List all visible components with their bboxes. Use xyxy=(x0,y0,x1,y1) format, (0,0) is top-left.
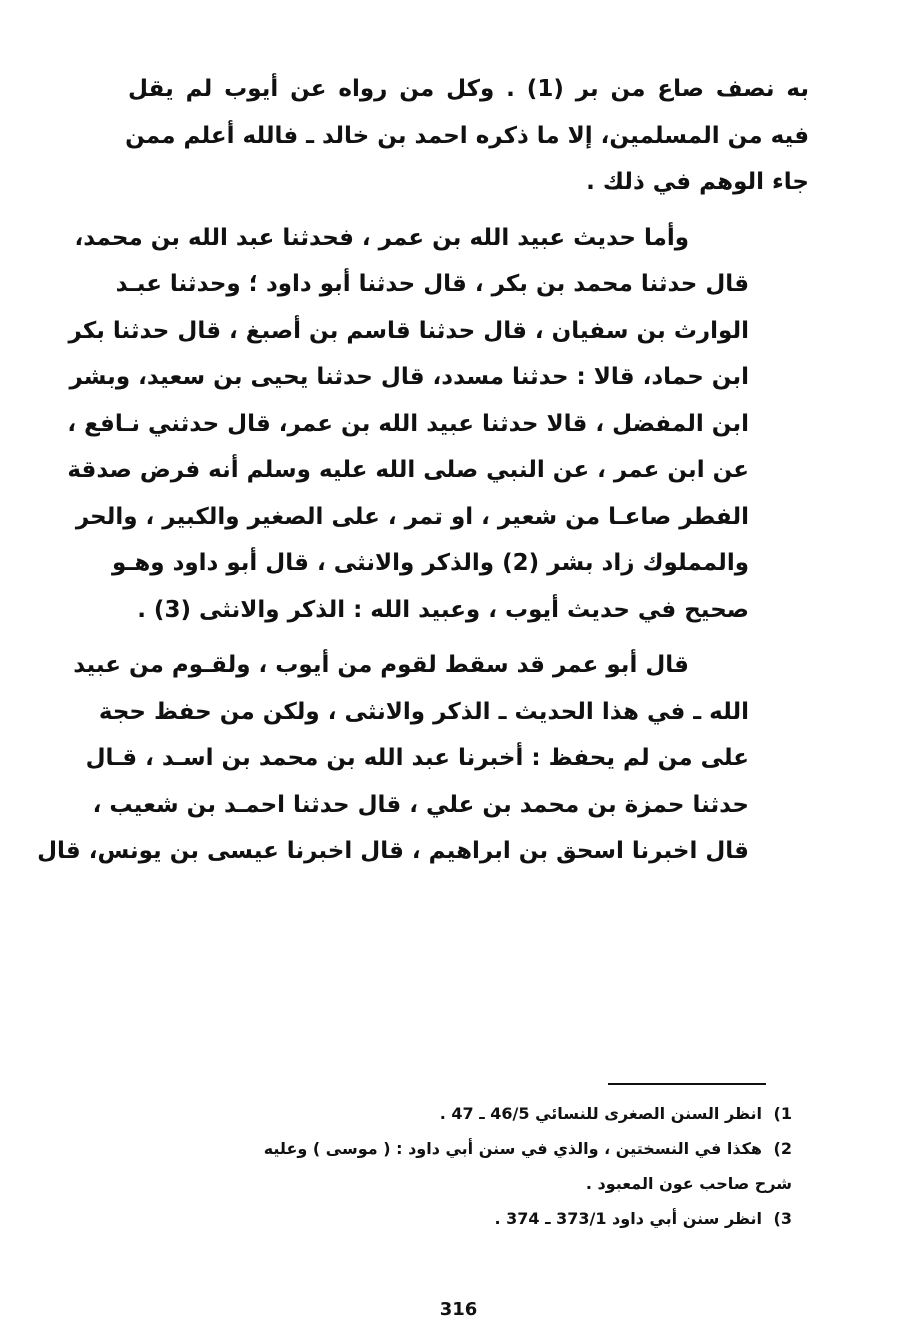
page-number: 316 xyxy=(439,1299,478,1320)
footnote-divider xyxy=(608,1083,766,1085)
main-text xyxy=(37,66,809,875)
text-line: قال أبو عمر قد سقط لقوم من أيوب ، ولقـوم من عبيد xyxy=(73,652,689,678)
text-line: حدثنا حمزة بن محمد بن علي ، قال حدثنا احمـد بن شعيب ، xyxy=(92,791,749,818)
paragraph-1 xyxy=(125,66,809,206)
text-line: به نصف صاع من بر (1) . وكل من رواه عن أيوب لم يقل xyxy=(128,76,809,102)
footnote-2 xyxy=(128,1131,792,1166)
text-line: والمملوك زاد بشر (2) والذكر والانثى ، قال أبو داود وهـو xyxy=(112,550,749,576)
footnotes xyxy=(128,1096,792,1236)
footnote-number: 1) xyxy=(773,1104,792,1123)
paragraph-2 xyxy=(67,215,809,634)
text-line: ابن حماد، قالا : حدثنا مسدد، قال حدثنا يحيى بن سعيد، وبشر xyxy=(69,364,749,390)
text-line: الله ـ في هذا الحديث ـ الذكر والانثى ، ولكن من حفظ حجة xyxy=(98,698,749,725)
footnote-number: 2) xyxy=(773,1139,792,1158)
footnote-1 xyxy=(128,1096,792,1131)
text-line: على من لم يحفظ : أخبرنا عبد الله بن محمد بن اسـد ، قـال xyxy=(85,745,749,771)
text-line: وأما حديث عبيد الله بن عمر ، فحدثنا عبد الله بن محمد، xyxy=(74,224,689,251)
text-line: قال اخبرنا اسحق بن ابراهيم ، قال اخبرنا عيسى بن يونس، قال xyxy=(37,838,749,864)
footnote-number: 3) xyxy=(773,1209,792,1228)
text-line: عن ابن عمر ، عن النبي صلى الله عليه وسلم أنه فرض صدقة xyxy=(67,457,749,483)
footnote-text: انظر سنن أبي داود 373/1 ـ 374 . xyxy=(494,1209,762,1228)
paragraph-3 xyxy=(37,642,809,875)
text-line: فيه من المسلمين، إلا ما ذكره احمد بن خالد ـ فالله أعلم ممن xyxy=(125,122,809,149)
footnote-text: انظر السنن الصغرى للنسائي 46/5 ـ 47 . xyxy=(439,1104,762,1123)
footnote-3 xyxy=(128,1201,792,1236)
text-line: جاء الوهم في ذلك . xyxy=(586,169,809,195)
footnote-2-continuation: شرح صاحب عون المعبود . xyxy=(585,1174,792,1193)
text-line: الفطر صاعـا من شعير ، او تمر ، على الصغير والكبير ، والحر xyxy=(75,503,749,530)
footnote-text: هكذا في النسختين ، والذي في سنن أبي داود : ( موسى ) وعليه xyxy=(263,1139,762,1158)
text-line: ابن المفضل ، قالا حدثنا عبيد الله بن عمر، قال حدثني نـافع ، xyxy=(67,410,749,437)
text-line: صحيح في حديث أيوب ، وعبيد الله : الذكر والانثى (3) . xyxy=(137,596,749,623)
text-line: قال حدثنا محمد بن بكر ، قال حدثنا أبو داود ؛ وحدثنا عبـد xyxy=(115,271,749,297)
text-line: الوارث بن سفيان ، قال حدثنا قاسم بن أصبغ ، قال حدثنا بكر xyxy=(68,317,749,344)
